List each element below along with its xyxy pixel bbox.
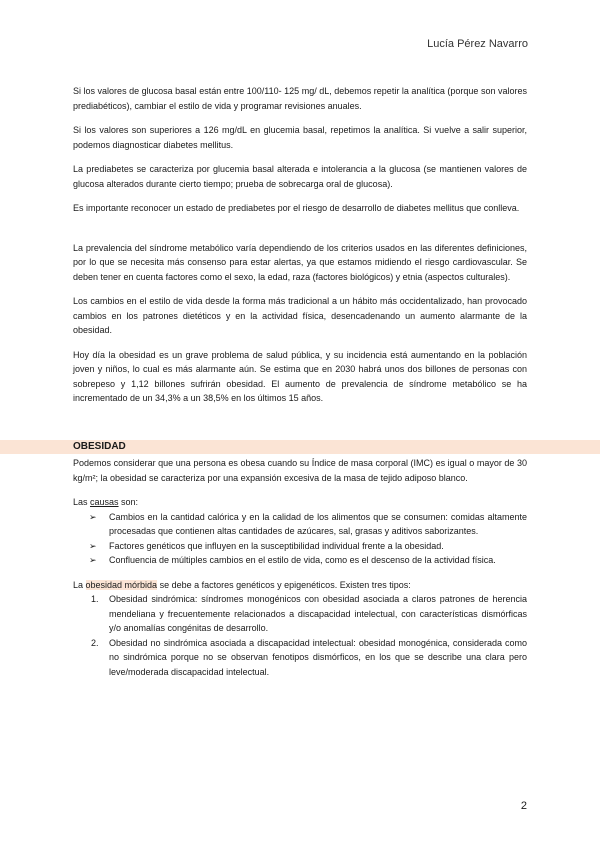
paragraph-metabolic-prevalence: La prevalencia del síndrome metabólico varía dependiendo de los criterios usados en las diferentes definiciones, por lo que se necesita más consenso para estar alertas, ya que estamos midiendo el riesgo cardiovascular. Se deben tener en cuenta factores como el sexo, la edad, raza (factores biológicos) y etnia (aspectos culturales). <box>73 242 527 282</box>
list-item-text: Cambios en la cantidad calórica y en la calidad de los alimentos que se consumen: comidas altamente procesadas que contienen altas cantidades de azúcares, sal, grasas y aditivos saborizantes. <box>109 511 527 536</box>
causes-list <box>73 510 527 568</box>
morbid-prefix: La <box>73 579 86 590</box>
causes-prefix: Las <box>73 497 91 507</box>
arrow-bullet-icon: ➢ <box>89 540 97 551</box>
list-item <box>73 553 527 568</box>
causes-suffix: son: <box>118 497 139 507</box>
obesity-types-list <box>73 592 527 679</box>
list-item <box>73 592 527 636</box>
paragraph-prediabetes: La prediabetes se caracteriza por glucemia basal alterada e intolerancia a la glucosa (se mantienen valores de glucosa alterados durante cierto tiempo; prueba de sobrecarga oral de glucosa). <box>73 164 527 189</box>
list-item <box>73 539 527 554</box>
list-item <box>73 510 527 539</box>
list-number: 1. <box>91 594 99 604</box>
morbid-term: obesidad mórbida <box>85 579 158 590</box>
list-number: 2. <box>91 637 99 648</box>
body-text <box>73 84 527 406</box>
morbid-obesity-intro <box>73 578 527 593</box>
list-item-text: Obesidad sindrómica: síndromes monogénicos con obesidad asociada a claros patrones de herencia mendeliana y frecuentemente relacionados a discapacidad intelectual, con características dismórficas y/o anomalías congénitas de desarrollo. <box>109 594 527 633</box>
paragraph-prediabetes-risk: Es importante reconocer un estado de prediabetes por el riesgo de desarrollo de diabetes mellitus que conlleva. <box>73 203 520 213</box>
author-name: Lucía Pérez Navarro <box>427 38 528 50</box>
obesity-intro: Podemos considerar que una persona es obesa cuando su Índice de masa corporal (IMC) es igual o mayor de 30 kg/m²; la obesidad se caracteriza por una expansión excesiva de la masa de tejido adiposo blanco. <box>73 458 527 483</box>
section-heading: OBESIDAD <box>73 441 126 452</box>
list-item-text: Factores genéticos que influyen en la susceptibilidad individual frente a la obesidad. <box>109 540 444 551</box>
morbid-suffix: se debe a factores genéticos y epigenéticos. Existen tres tipos: <box>157 579 411 590</box>
list-item-text: Confluencia de múltiples cambios en el estilo de vida, como es el descenso de la actividad física. <box>109 555 496 565</box>
causes-word: causas <box>90 497 119 507</box>
paragraph-glucose-high: Si los valores son superiores a 126 mg/dL en glucemia basal, repetimos la analítica. Si vuelve a salir superior, podemos diagnosticar diabetes mellitus. <box>73 125 527 150</box>
obesity-section <box>73 456 527 679</box>
paragraph-lifestyle-changes: Los cambios en el estilo de vida desde la forma más tradicional a un hábito más occidentalizado, han provocado cambios en los patrones dietéticos y en la actividad física, desencadenando un aumento alarmante de la obesidad. <box>73 296 527 335</box>
arrow-bullet-icon: ➢ <box>89 555 97 565</box>
arrow-bullet-icon: ➢ <box>89 511 97 522</box>
page-number: 2 <box>520 800 527 812</box>
paragraph-obesity-public-health: Hoy día la obesidad es un grave problema de salud pública, y su incidencia está aumentando en la población joven y niños, lo cual es más alarmante aún. Se estima que en 2030 habrá unos dos billones de personas con sobrepeso y 1,12 billones sufrirán obesidad. El aumento de prevalencia de síndrome metabólico se ha incrementado de un 34,3% a un 38,5% en los últimos 15 años. <box>73 349 527 403</box>
causes-intro <box>73 495 527 510</box>
list-item <box>73 636 527 680</box>
list-item-text: Obesidad no sindrómica asociada a discapacidad intelectual: obesidad monogénica, considerada como no sindrómica porque no se observan fenotipos dismórficos, en los que se describe una clara pero leve/moderada discapacidad intelectual. <box>109 637 527 677</box>
paragraph-glucose-range: Si los valores de glucosa basal están entre 100/110- 125 mg/ dL, debemos repetir la analítica (porque son valores prediabéticos), cambiar el estilo de vida y programar revisiones anuales. <box>73 86 527 111</box>
